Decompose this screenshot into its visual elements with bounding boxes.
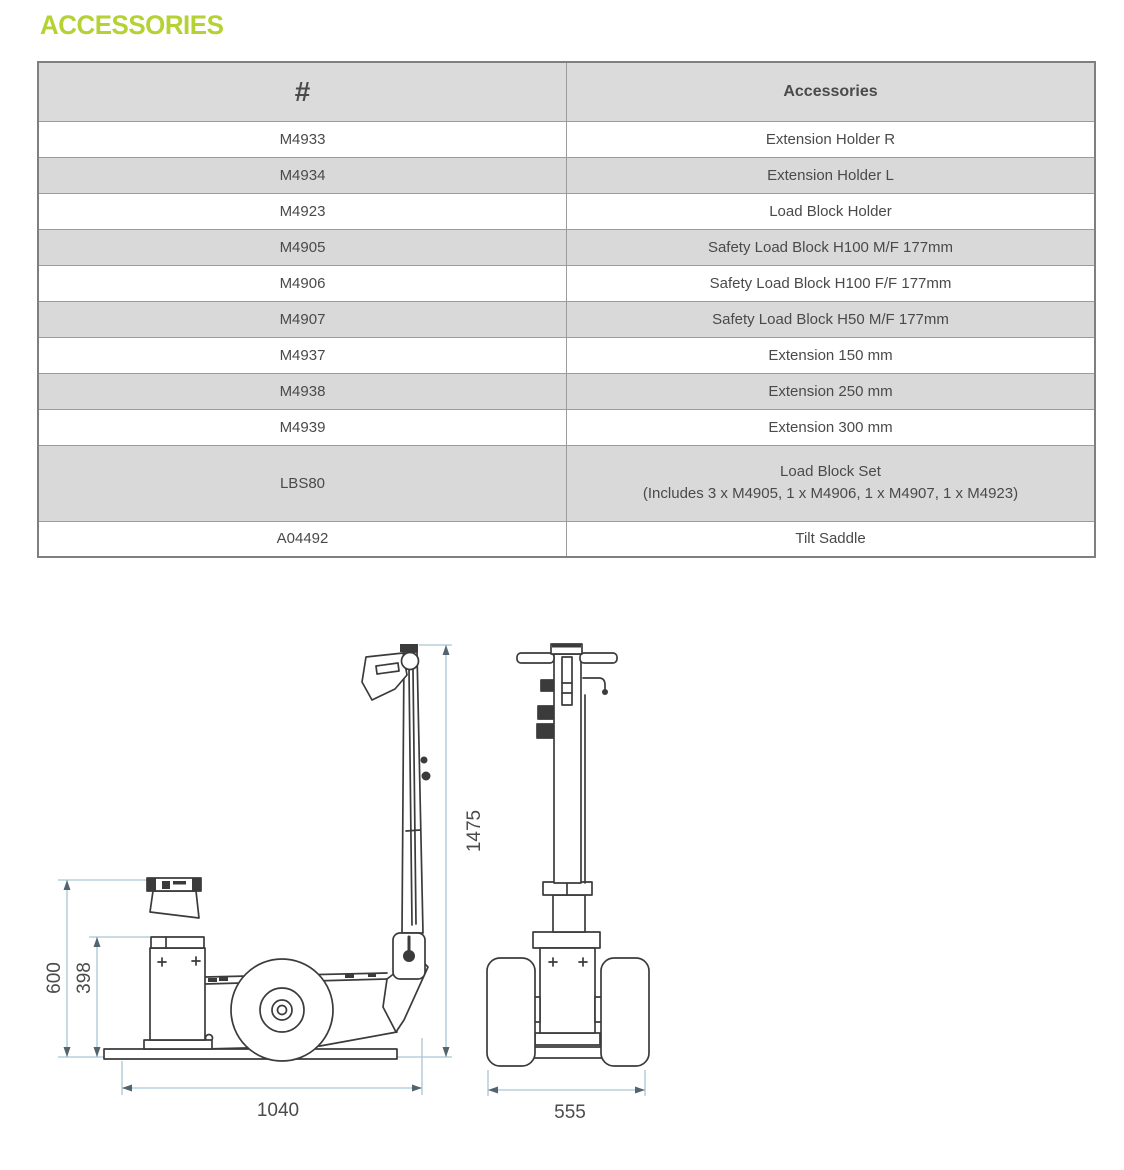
part-number-cell: M4905 [38, 229, 567, 265]
accessories-table [37, 61, 1096, 558]
handle [362, 644, 431, 933]
accessory-cell: Extension Holder R [567, 121, 1096, 157]
dimension-label-overall-length: 1040 [256, 1100, 300, 1121]
accessory-cell: Extension 250 mm [567, 373, 1096, 409]
part-number-cell: M4937 [38, 337, 567, 373]
table-row [38, 445, 1095, 521]
front-wheel-left [487, 958, 535, 1066]
accessory-name: Load Block Set [780, 463, 881, 481]
dimension-label-saddle-height-max: 600 [44, 962, 65, 994]
dimension-label-overall-height: 1475 [464, 809, 485, 853]
accessory-cell: Safety Load Block H50 M/F 177mm [567, 301, 1096, 337]
part-number-cell: M4933 [38, 121, 567, 157]
saddle-extension [147, 878, 201, 918]
part-number-cell: M4923 [38, 193, 567, 229]
column-header-number: # [38, 62, 567, 121]
front-wheel-right [601, 958, 649, 1066]
part-number-cell: M4934 [38, 157, 567, 193]
part-number-cell: LBS80 [38, 445, 567, 521]
accessory-cell: Safety Load Block H100 M/F 177mm [567, 229, 1096, 265]
column-header-accessories: Accessories [567, 62, 1096, 121]
table-row [38, 157, 1095, 193]
part-number-cell: M4906 [38, 265, 567, 301]
jack-front-view [487, 644, 649, 1066]
table-row [38, 265, 1095, 301]
handle-pivot [402, 653, 419, 670]
accessory-cell: Safety Load Block H100 F/F 177mm [567, 265, 1096, 301]
page-title: ACCESSORIES [40, 10, 224, 40]
table-row [38, 229, 1095, 265]
table-row [38, 373, 1095, 409]
table-row [38, 337, 1095, 373]
lift-cylinder [144, 937, 212, 1049]
accessory-cell [567, 445, 1096, 521]
table-row [38, 409, 1095, 445]
part-number-cell: M4907 [38, 301, 567, 337]
part-number-cell: M4938 [38, 373, 567, 409]
front-body [530, 932, 605, 1033]
handle-grip-head [362, 653, 407, 700]
table-row [38, 301, 1095, 337]
accessory-cell: Extension Holder L [567, 157, 1096, 193]
accessory-cell: Tilt Saddle [567, 521, 1096, 557]
dimension-label-overall-width: 555 [554, 1102, 586, 1123]
wheel [231, 959, 333, 1061]
accessory-cell: Extension 300 mm [567, 409, 1096, 445]
accessory-cell: Load Block Holder [567, 193, 1096, 229]
dimension-label-saddle-height-min: 398 [74, 962, 95, 994]
part-number-cell: A04492 [38, 521, 567, 557]
table-row [38, 193, 1095, 229]
jack-side-view [104, 644, 431, 1061]
table-row [38, 121, 1095, 157]
accessory-note: (Includes 3 x M4905, 1 x M4906, 1 x M4907, 1 x M4923) [642, 485, 1019, 502]
table-header-row [38, 62, 1095, 121]
part-number-cell: M4939 [38, 409, 567, 445]
handle-pivot-housing [393, 933, 425, 979]
jack-dimension-drawing [0, 600, 1124, 1170]
accessory-cell: Extension 150 mm [567, 337, 1096, 373]
table-row [38, 521, 1095, 557]
